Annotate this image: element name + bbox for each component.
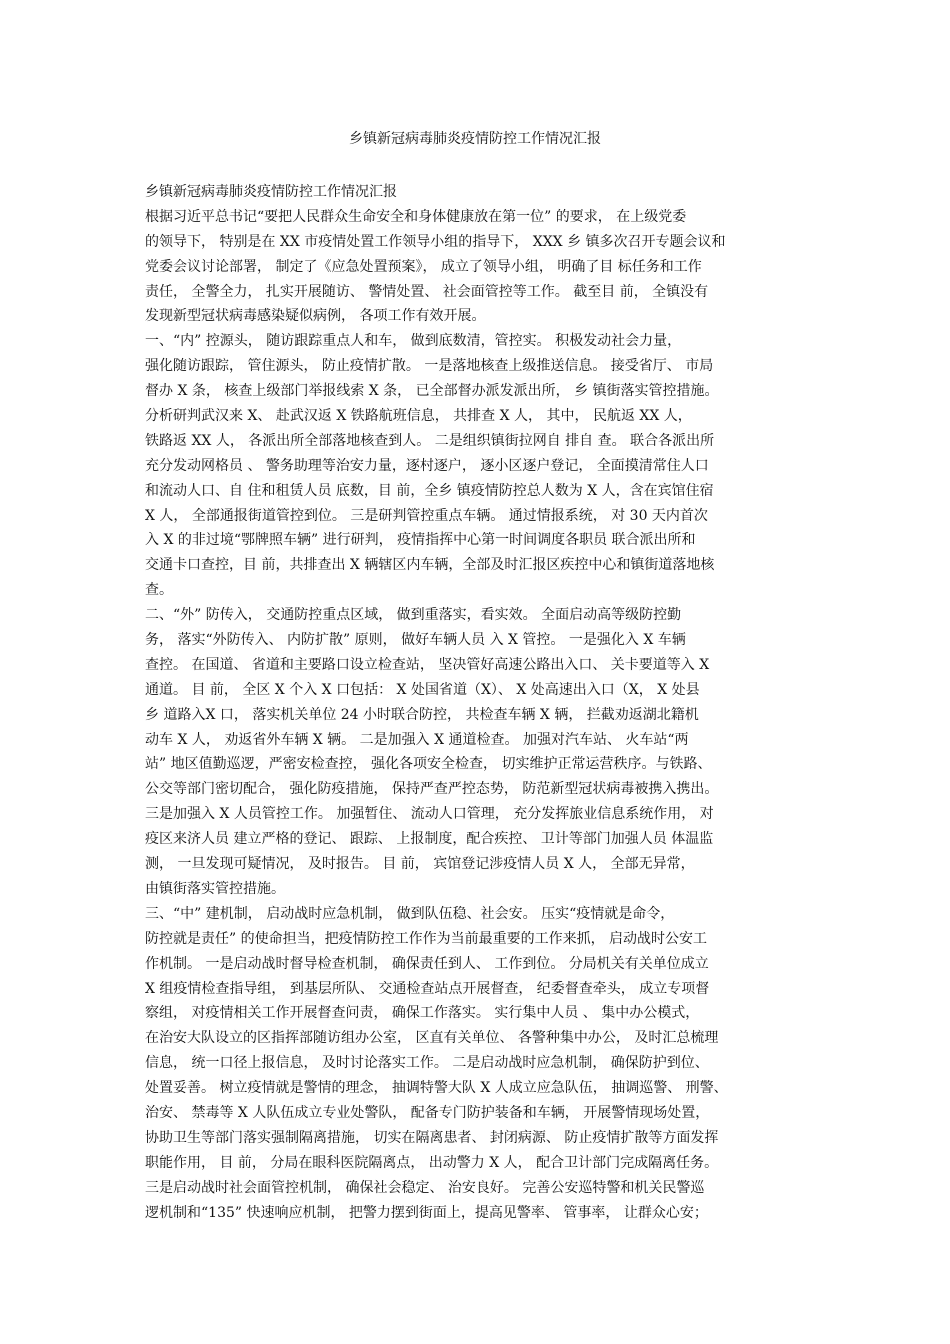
body-text-line: 公交等部门密切配合， 强化防疫措施， 保持严查严控态势， 防范新型冠状病毒被携入携出。 [145,781,719,798]
body-text-line: 通道。 目 前， 全区 X 个入 X 口包括： X 处国省道（X）、 X 处高速出入口（X， X 处县 [145,681,700,698]
body-text-line: 交通卡口查控，目 前，共排查出 X 辆辖区内车辆，全部及时汇报区疾控中心和镇街道落地核 [145,557,715,574]
body-text-line: 分析研判武汉来 X、 赴武汉返 X 铁路航班信息， 共排查 X 人， 其中， 民航返 XX 人， [145,408,692,425]
body-text-line: 乡 道路入X 口， 落实机关单位 24 小时联合防控， 共检查车辆 X 辆， 拦截劝返湖北籍机 [145,706,699,723]
body-text-line: 务， 落实“外防传入、 内防扩散” 原则， 做好车辆人员 入 X 管控。 一是强化入 X 车辆 [145,632,686,649]
body-text-line: 二、“外” 防传入， 交通防控重点区域， 做到重落实，看实效。 全面启动高等级防控勤 [145,607,682,624]
body-text-line: 和流动人口、自 住和租赁人员 底数，目 前，全乡 镇疫情防控总人数为 X 人，含在宾馆住宿 [145,482,714,499]
body-text-line: 强化随访跟踪， 管住源头， 防止疫情扩散。 一是落地核查上级推送信息。 接受省厅、 市局 [145,358,714,375]
body-text-line: 协助卫生等部门落实强制隔离措施， 切实在隔离患者、 封闭病源、 防止疫情扩散等方面发挥 [145,1129,719,1146]
body-text-line: 查。 [145,582,173,599]
body-text-line: 疫区来济人员 建立严格的登记、 跟踪、 上报制度，配合疾控、 卫计等部门加强人员 体温监 [145,831,714,848]
body-text-line: 逻机制和“135” 快速响应机制， 把警力摆到街面上，提高见警率、 管事率， 让群众心安； [145,1204,708,1221]
body-text-line: 三、“中” 建机制， 启动战时应急机制， 做到队伍稳、社会安。 压实“疫情就是命令， [145,905,675,922]
body-text-line: 根据习近平总书记“要把人民群众生命安全和身体健康放在第一位” 的要求， 在上级党委 [145,208,687,225]
body-text-line: 由镇街落实管控措施。 [145,880,285,897]
body-text-line: 党委会议讨论部署， 制定了《应急处置预案》， 成立了领导小组， 明确了目 标任务和工作 [145,258,702,275]
body-text-line: 站” 地区值勤巡逻，严密安检查控， 强化各项安全检查， 切实维护正常运营秩序。与铁路、 [145,756,712,773]
body-text-line: 充分发动网格员 、 警务助理等治安力量，逐村逐户， 逐小区逐户登记， 全面摸清常住人口 [145,457,709,474]
body-text-line: 作机制。 一是启动战时督导检查机制， 确保责任到人、 工作到位。 分局机关有关单位成立 [145,955,709,972]
body-text-line: 三是加强入 X 人员管控工作。 加强暂住、 流动人口管理， 充分发挥旅业信息系统作用， 对 [145,806,714,823]
body-text-line: 查控。 在国道、 省道和主要路口设立检查站， 坚决管好高速公路出入口、 关卡要道等入 X [145,656,710,673]
body-text-line: 铁路返 XX 人， 各派出所全部落地核查到人。 二是组织镇街拉网自 排自 查。 联合各派出所 [145,432,715,449]
body-text-line: 防控就是责任” 的使命担当，把疫情防控工作作为当前最重要的工作来抓， 启动战时公安工 [145,930,708,947]
body-text-line: 信息， 统一口径上报信息， 及时讨论落实工作。 二是启动战时应急机制， 确保防护到位、 [145,1055,709,1072]
body-text-line: X 组疫情检查指导组， 到基层所队、 交通检查站点开展督查， 纪委督查牵头， 成立专项督 [145,980,710,997]
body-text-line: 职能作用， 目 前， 分局在眼科医院隔离点， 出动警力 X 人， 配合卫计部门完成隔离任务。 [145,1154,719,1171]
document-body [145,180,825,1225]
document-title: 乡镇新冠病毒肺炎疫情防控工作情况汇报 [349,131,601,147]
body-text-line: 在治安大队设立的区指挥部随访组办公室， 区直有关单位、 各警种集中办公， 及时汇总梳理 [145,1030,719,1047]
body-text-line: 测， 一旦发现可疑情况， 及时报告。 目 前， 宾馆登记涉疫情人员 X 人， 全部无异常， [145,856,695,873]
body-text-line: 的领导下， 特别是在 XX 市疫情处置工作领导小组的指导下， XXX 乡 镇多次召开专题会议和 [145,233,726,250]
body-text-line: 一、“内” 控源头， 随访跟踪重点人和车， 做到底数清，管控实。 积极发动社会力量， [145,333,682,350]
body-text-line: 三是启动战时社会面管控机制， 确保社会稳定、 治安良好。 完善公安巡特警和机关民警巡 [145,1179,705,1196]
body-text-line: 察组， 对疫情相关工作开展督查问责， 确保工作落实。 实行集中人员 、 集中办公模式， [145,1005,700,1022]
body-text-line: 动车 X 人， 劝返省外车辆 X 辆。 二是加强入 X 通道检查。 加强对汽车站、 火车站“两 [145,731,689,748]
body-text-line: 治安、 禁毒等 X 人队伍成立专业处警队， 配备专门防护装备和车辆， 开展警情现场处置， [145,1104,710,1121]
body-text-line: 责任， 全警全力， 扎实开展随访、 警情处置、 社会面管控等工作。 截至目 前， 全镇没有 [145,283,709,300]
body-text-line: 督办 X 条， 核查上级部门举报线索 X 条， 已全部督办派发派出所， 乡 镇街落实管控措施。 [145,383,719,400]
document-heading-line: 乡镇新冠病毒肺炎疫情防控工作情况汇报 [145,184,397,200]
body-text-line: X 人， 全部通报街道管控到位。 三是研判管控重点车辆。 通过情报系统， 对 30 天内首次 [145,507,708,524]
body-text-line: 入 X 的非过境“鄂牌照车辆” 进行研判， 疫情指挥中心第一时间调度各职员 联合派出所和 [145,532,696,549]
body-text-line: 发现新型冠状病毒感染疑似病例， 各项工作有效开展。 [145,308,486,325]
body-text-line: 处置妥善。 树立疫情就是警情的理念， 抽调特警大队 X 人成立应急队伍， 抽调巡警、 刑警、 [145,1080,728,1097]
